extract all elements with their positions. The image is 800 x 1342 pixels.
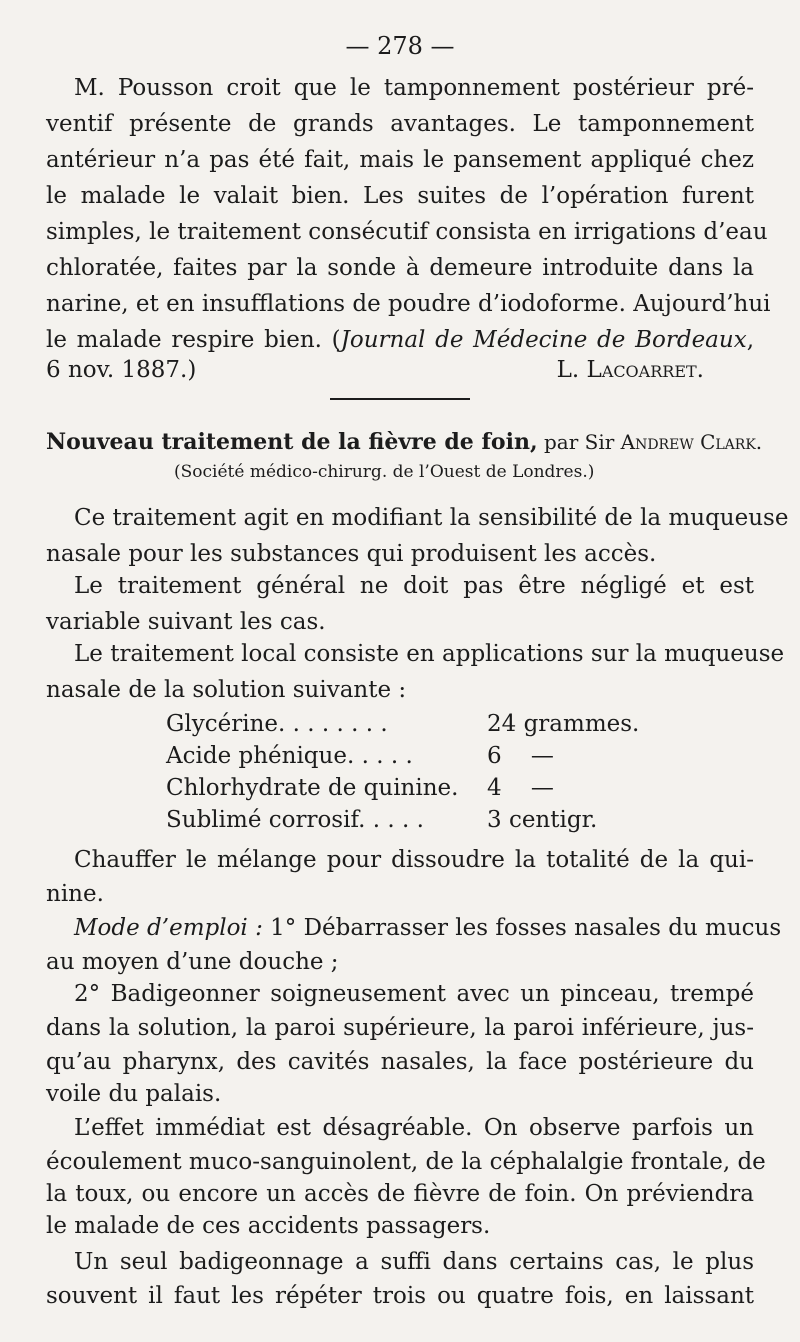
- text-line: Chauffer le mélange pour dissoudre la totalité de la qui-: [74, 847, 754, 873]
- text-line: M. Pousson croit que le tamponnement postérieur pré-: [74, 75, 754, 101]
- section-divider: [330, 398, 470, 400]
- byline-par: par Sir: [537, 430, 621, 454]
- text-line: simples, le traitement consécutif consista en irrigations d’eau: [46, 219, 768, 245]
- recipe-row: [46, 802, 754, 838]
- ingredient-quantity: 24 grammes.: [487, 711, 640, 737]
- text-line: au moyen d’une douche ;: [46, 949, 339, 975]
- article-title: Nouveau traitement de la fièvre de foin,: [46, 429, 538, 455]
- text-line: Un seul badigeonnage a suffi dans certains cas, le plus: [74, 1249, 754, 1275]
- text-line: souvent il faut les répéter trois ou quatre fois, en laissant: [46, 1283, 754, 1309]
- text-line: qu’au pharynx, des cavités nasales, la face postérieure du: [46, 1049, 754, 1075]
- text-run: 1° Débarrasser les fosses nasales du mucus: [262, 915, 782, 941]
- recipe-row: [46, 706, 754, 742]
- text-line: le malade de ces accidents passagers.: [46, 1213, 491, 1239]
- text-line: la toux, ou encore un accès de fièvre de foin. On préviendra: [46, 1181, 754, 1207]
- recipe-row: [46, 738, 754, 774]
- recipe-row: [46, 770, 754, 806]
- ingredient-quantity: 3 centigr.: [487, 807, 598, 833]
- byline-author: Andrew Clark.: [620, 430, 763, 454]
- text-line: voile du palais.: [46, 1081, 222, 1107]
- text-line: Ce traitement agit en modifiant la sensibilité de la muqueuse: [74, 505, 789, 531]
- text-line: [46, 910, 782, 946]
- ingredient-quantity: 4 —: [487, 775, 554, 801]
- text-line: Le traitement général ne doit pas être négligé et est: [74, 573, 754, 599]
- text-line: écoulement muco-sanguinolent, de la céphalalgie frontale, de: [46, 1149, 766, 1175]
- text-line: variable suivant les cas.: [46, 609, 326, 635]
- page-number: — 278 —: [345, 32, 455, 60]
- society-source: (Société médico-chirurg. de l’Ouest de Londres.): [174, 462, 595, 482]
- citation-date: 6 nov. 1887.): [46, 357, 197, 383]
- text-line: nine.: [46, 881, 104, 907]
- text-line: nasale de la solution suivante :: [46, 677, 407, 703]
- text-line: antérieur n’a pas été fait, mais le pansement appliqué chez: [46, 147, 754, 173]
- text-line: ventif présente de grands avantages. Le tamponnement: [46, 111, 754, 137]
- ingredient-name: Glycérine. . . . . . . .: [166, 711, 388, 737]
- mode-emploi-label: Mode d’emploi :: [74, 915, 263, 941]
- text-line: [46, 352, 754, 388]
- ingredient-name: Chlorhydrate de quinine.: [166, 775, 459, 801]
- text-line: chloratée, faites par la sonde à demeure introduite dans la: [46, 255, 754, 281]
- text-line: L’effet immédiat est désagréable. On observe parfois un: [74, 1115, 754, 1141]
- author-signature: L. Lacoarret.: [556, 357, 704, 383]
- text-line: narine, et en insufflations de poudre d’iodoforme. Aujourd’hui: [46, 291, 771, 317]
- text-line: Le traitement local consiste en applications sur la muqueuse: [74, 641, 785, 667]
- ingredient-name: Acide phénique. . . . .: [166, 743, 413, 769]
- text-line: nasale pour les substances qui produisent les accès.: [46, 541, 657, 567]
- text-line: 2° Badigeonner soigneusement avec un pinceau, trempé: [74, 981, 754, 1007]
- ingredient-name: Sublimé corrosif. . . . .: [166, 807, 424, 833]
- journal-title: Journal de Médecine de Bordeaux: [340, 327, 747, 353]
- text-run: ,: [746, 327, 754, 353]
- text-run: le malade respire bien. (: [46, 327, 341, 353]
- ingredient-quantity: 6 —: [487, 743, 554, 769]
- text-line: le malade le valait bien. Les suites de l’opération furent: [46, 183, 754, 209]
- text-line: dans la solution, la paroi supérieure, la paroi inférieure, jus-: [46, 1015, 754, 1041]
